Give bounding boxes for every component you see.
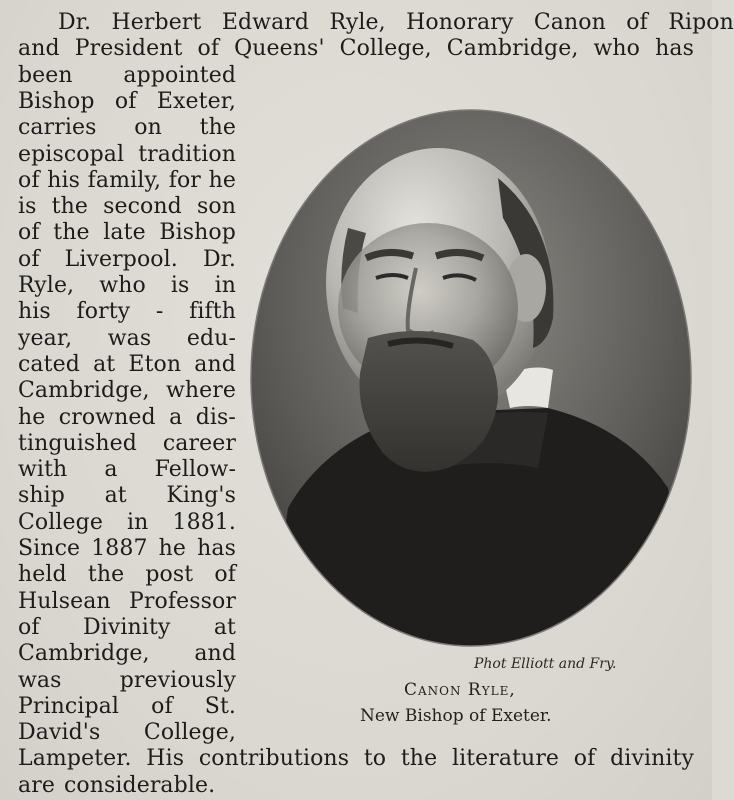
article-line: [18, 194, 236, 220]
article-word: he: [18, 404, 46, 430]
article-word: Canon: [533, 10, 606, 35]
article-line: [18, 694, 236, 720]
article-word: and: [18, 36, 60, 62]
article-word: in: [127, 509, 149, 535]
article-word: appointed: [123, 62, 236, 88]
article-word: is: [170, 273, 190, 298]
article-word: considerable.: [63, 772, 216, 798]
article-line: [18, 562, 236, 588]
article-word: was: [18, 667, 62, 693]
article-line: [18, 36, 694, 62]
article-word: of: [151, 693, 173, 719]
article-word: on: [134, 115, 162, 141]
article-word: of: [114, 88, 137, 114]
article-word: His: [146, 746, 185, 772]
article-word: has: [197, 536, 236, 561]
article-word: President: [74, 36, 183, 62]
article-word: crowned: [58, 404, 156, 430]
caption-name: Canon Ryle,: [404, 680, 516, 700]
article-word: the: [199, 115, 236, 141]
article-word: of: [573, 746, 596, 772]
article-word: career: [162, 430, 236, 456]
article-line: [18, 615, 236, 641]
article-word: son: [196, 194, 236, 220]
article-word: College: [18, 509, 103, 535]
article-word: carries: [18, 115, 97, 141]
article-word: Principal: [18, 693, 120, 719]
article-line: [18, 457, 236, 483]
article-word: he: [208, 167, 236, 193]
article-line: [18, 326, 236, 352]
article-word: a: [169, 404, 183, 430]
article-word: and: [194, 351, 236, 377]
article-word: Bishop: [159, 220, 236, 246]
article-line: [18, 378, 236, 404]
article-word: he: [158, 536, 187, 561]
article-line: [18, 431, 236, 457]
article-word: of: [214, 562, 236, 588]
article-word: Queens': [234, 36, 325, 62]
article-word: divinity: [610, 746, 694, 772]
article-word: Exeter,: [156, 88, 236, 114]
article-word: tinguished: [18, 430, 137, 456]
article-word: with: [18, 457, 68, 483]
article-word: at: [213, 614, 236, 640]
article-word: College,: [143, 720, 236, 746]
article-line: [18, 720, 236, 746]
article-word: Edward: [221, 10, 310, 35]
article-word: late: [103, 220, 146, 246]
article-line: [18, 746, 694, 772]
article-word: of: [18, 614, 40, 640]
article-word: Ryle,: [329, 10, 386, 35]
article-word: Divinity: [83, 614, 171, 640]
article-line: [18, 168, 236, 194]
article-word: of: [197, 36, 220, 62]
article-word: his: [47, 167, 81, 193]
article-line: [18, 668, 236, 694]
article-word: at: [93, 351, 116, 377]
article-word: Bishop: [18, 88, 95, 114]
article-line: [18, 89, 236, 115]
article-word: for: [168, 167, 201, 193]
article-word: Ripon: [668, 10, 734, 35]
article-word: forty: [76, 299, 131, 325]
article-word: Hulsean: [18, 588, 111, 614]
article-word: who: [99, 273, 146, 298]
article-word: Eton: [128, 351, 182, 377]
article-word: who: [593, 36, 641, 62]
article-line: [18, 589, 236, 615]
photo-credit: Phot Elliott and Fry.: [474, 656, 617, 672]
portrait-oval-image: [248, 108, 694, 648]
article-word: Ryle,: [18, 273, 75, 298]
article-word: the: [400, 746, 438, 772]
article-word: Fellow-: [154, 457, 236, 483]
article-line: [18, 641, 236, 667]
article-word: College,: [339, 36, 432, 62]
article-word: Dr.: [202, 246, 236, 272]
article-word: Liverpool.: [64, 246, 178, 272]
article-word: family,: [87, 167, 162, 193]
article-word: year,: [18, 325, 73, 351]
article-word: a: [104, 457, 118, 483]
article-line: [18, 10, 734, 36]
article-word: Lampeter.: [18, 746, 132, 772]
article-line: [18, 299, 236, 325]
article-word: in: [214, 273, 236, 298]
article-word: to: [363, 746, 387, 772]
article-line: [18, 63, 236, 89]
article-word: King's: [166, 483, 236, 509]
article-word: previously: [119, 667, 236, 693]
article-word: second: [103, 194, 182, 220]
portrait-photo: [248, 108, 694, 648]
article-word: David's: [18, 720, 101, 746]
article-word: ship: [18, 483, 65, 509]
article-word: held: [18, 562, 67, 588]
article-word: the: [53, 220, 90, 246]
article-word: 1887: [91, 536, 148, 561]
article-word: has: [655, 36, 694, 62]
article-word: fifth: [189, 299, 236, 325]
article-word: Honorary: [406, 10, 514, 35]
article-line: [18, 220, 236, 246]
article-line: [18, 536, 236, 562]
article-word: Dr.: [58, 10, 92, 35]
article-word: tradition: [138, 141, 236, 167]
caption-title: New Bishop of Exeter.: [360, 706, 552, 726]
article-word: dis-: [195, 404, 236, 430]
article-word: episcopal: [18, 141, 125, 167]
article-word: the: [87, 562, 125, 588]
article-word: been: [18, 62, 73, 88]
article-line: [18, 405, 236, 431]
article-word: of: [18, 220, 40, 246]
article-word: Cambridge,: [18, 378, 150, 404]
article-line: [18, 773, 215, 799]
article-word: are: [18, 772, 55, 798]
article-word: cated: [18, 351, 80, 377]
article-word: the: [51, 194, 88, 220]
article-word: contributions: [198, 746, 350, 772]
article-word: St.: [204, 693, 236, 719]
article-line: [18, 115, 236, 141]
article-word: is: [18, 194, 37, 220]
article-word: Professor: [129, 588, 236, 614]
article-line: [18, 510, 236, 536]
article-word: literature: [451, 746, 560, 772]
article-line: [18, 142, 236, 168]
article-word: of: [18, 246, 40, 272]
article-line: [18, 483, 236, 509]
article-word: post: [145, 562, 194, 588]
article-word: -: [155, 299, 164, 325]
article-word: of: [626, 10, 648, 35]
article-word: Cambridge,: [446, 36, 579, 62]
article-word: was: [107, 325, 152, 351]
article-word: of: [18, 167, 40, 193]
article-line: [18, 273, 236, 299]
article-line: [18, 352, 236, 378]
article-word: and: [194, 641, 236, 667]
article-word: Herbert: [111, 10, 202, 35]
article-word: Cambridge,: [18, 641, 150, 667]
article-line: [18, 247, 236, 273]
article-word: at: [104, 483, 127, 509]
article-word: 1881.: [172, 509, 236, 535]
article-word: where: [165, 378, 236, 404]
article-word: edu-: [186, 325, 236, 351]
article-word: Since: [18, 536, 81, 561]
article-word: his: [18, 299, 51, 325]
